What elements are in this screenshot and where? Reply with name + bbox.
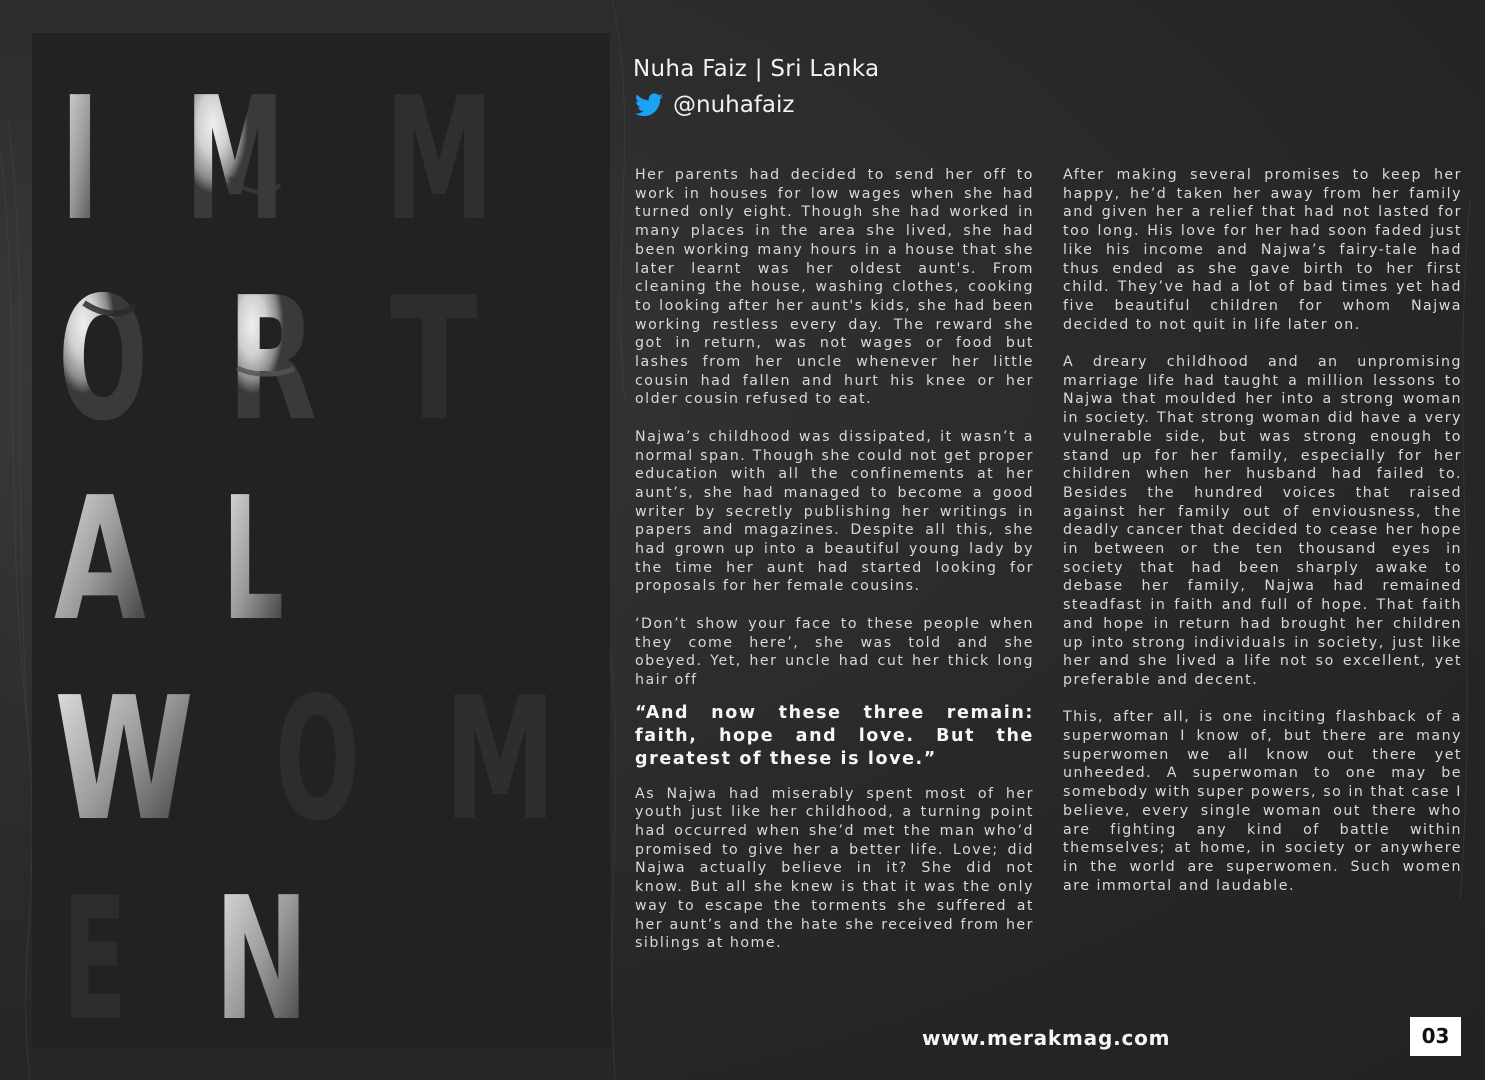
title-graphic-panel (32, 33, 610, 1047)
title-letter: O (58, 261, 148, 459)
twitter-handle-row[interactable] (635, 92, 794, 118)
title-letter: R (227, 261, 317, 459)
title-letter: L (222, 461, 284, 659)
title-letter: E (62, 861, 127, 1047)
paragraph: After making several promises to keep her happy, he’d taken her away from her family and given her a relief that had not lasted for too long. His love for her had soon faded just like his income and Najwa’s fairy-tale had thus ended as she gave birth to her first child. They’ve had a lot of bad times yet had five beautiful children for whom Najwa decided to not quit in life later on. (1063, 167, 1462, 333)
title-letter: W (54, 661, 194, 859)
paragraph: Najwa’s childhood was dissipated, it wasn’t a normal span. Though she could not get proper education with all the confinements at her aunt’s, she had managed to become a good writer by secretly publishing her writings in papers and magazines. Despite all this, she had grown up into a beautiful young lady by the time her aunt had started looking for proposals for her female cousins. (635, 428, 1034, 595)
twitter-handle: @nuhafaiz (673, 92, 795, 118)
paragraph: This, after all, is one inciting flashback of a superwoman I know of, but there are many superwomen we all know out there yet unheeded. A superwoman to one may be somebody with super powers, so in that case I believe, every single woman out there who are fighting any kind of battle within themselves; at home, in society or anywhere in the world are superwomen. Such women are immortal and laudable. (1063, 709, 1462, 894)
title-letter: M (185, 61, 285, 259)
title-letter: M (384, 61, 494, 259)
article-column-right (1063, 166, 1462, 914)
article-column-left (635, 166, 1034, 972)
title-letters (54, 61, 556, 1047)
paragraph: A dreary childhood and an unpromising marriage life had taught a million lessons to Najwa that moulded her into a strong woman in society. That strong woman did have a very vulnerable side, but was strong enough to stand up for her family, especially for her children when her husband had failed to. Besides the hundred voices that raised against her family out of enviousness, the deadly cancer that decided to cease her hope in between or the ten thousand eyes in society that had been sharply awake to debase her family, Najwa had remained steadfast in faith and full of hope. That faith and hope in return had brought her children up into strong individuals in society, just like her and she lived a life not so excellent, yet preferable and decent. (1063, 354, 1462, 688)
title-letter: N (214, 861, 309, 1047)
title-letter: A (54, 461, 146, 659)
paragraph: ‘Don’t show your face to these people when they come here’, she was told and she obeyed. Yet, her uncle had cut her thick long hair off (635, 615, 1034, 688)
immortal-women-title-graphic (32, 33, 610, 1047)
title-letter: M (444, 661, 556, 859)
title-letter: I (60, 61, 100, 259)
author-byline: Nuha Faiz | Sri Lanka (633, 56, 880, 82)
title-letter: T (390, 261, 479, 459)
paragraph: As Najwa had miserably spent most of her youth just like her childhood, a turning point had occurred when she’d met the man who’d promised to give her a better life. Love; did Najwa actually believe in it? She did not know. But all she knew is that it was the only way to escape the torments she suffered at her aunt’s and the hate she received from her siblings at home. (635, 785, 1034, 952)
paragraph: Her parents had decided to send her off to work in houses for low wages when she had turned only eight. Though she had worked in many places in the area she lived, she had been working many hours in a house that she later learnt was her oldest aunt's. From cleaning the house, washing clothes, cooking to looking after her aunt's kids, she had been working restless every day. The reward she got in return, was not wages or food but lashes from her uncle whenever her little cousin had fallen and hurt his knee or her older cousin refused to eat. (635, 167, 1034, 408)
twitter-bird-icon (635, 93, 663, 117)
page-number: 03 (1410, 1017, 1461, 1056)
pull-quote: “And now these three remain: faith, hope and love. But the greatest of these is love.” (635, 702, 1034, 769)
website-link[interactable]: www.merakmag.com (922, 1026, 1171, 1050)
title-letter: O (275, 661, 360, 859)
